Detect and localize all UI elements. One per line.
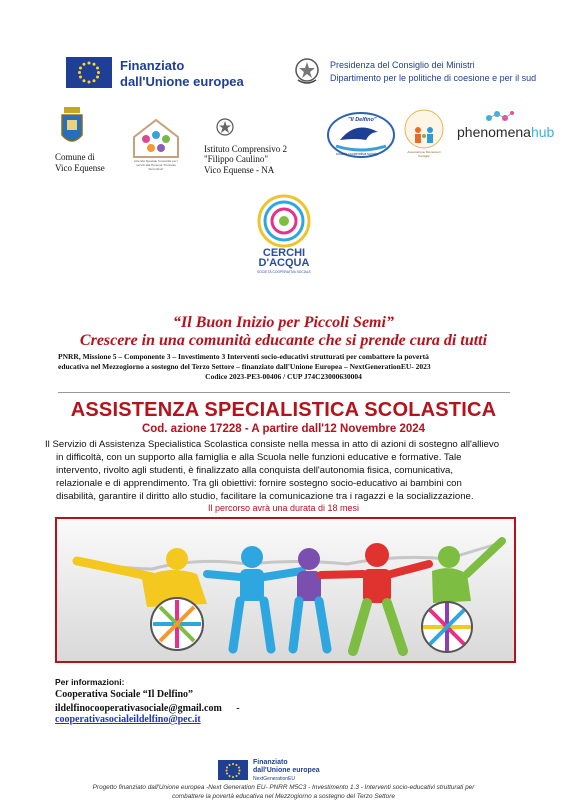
- cerchi-sub: SOCIETÀ COOPERATIVA SOCIALE: [257, 270, 311, 274]
- gov-line1: Presidenza del Consiglio dei Ministri: [330, 60, 475, 70]
- delfino-logo: [326, 110, 396, 160]
- illustration-frame: [55, 517, 516, 663]
- istituto-line3: Vico Equense - NA: [204, 165, 275, 175]
- project-subtitle: Crescere in una comunità educante che si prende cura di tutti: [79, 332, 488, 349]
- contacts-email-line: [55, 703, 240, 714]
- eu-line2: dall'Unione europea: [120, 74, 244, 89]
- footer-note-line2: combattere la povertà educativa nel Mezzogiorno a sostegno del Terzo Settore: [172, 793, 395, 800]
- associazione-icon: [403, 108, 445, 150]
- children-holding-hands-illustration: [57, 519, 514, 661]
- eu-line1: Finanziato: [120, 58, 185, 73]
- pnrr-line1: PNRR, Missione 5 – Componente 3 – Investimento 3 Interventi socio-educativi strutturati per combattere la povertà: [58, 352, 429, 361]
- main-heading: ASSISTENZA SPECIALISTICA SCOLASTICA: [70, 399, 497, 421]
- footer-note-line1: Progetto finanziato dall'Unione europea -Next Generation EU- PNRR M5C3 - Investimento 1.3 - Interventi socio-educativi strutturati per: [92, 784, 475, 791]
- phenomena-label: [457, 124, 554, 140]
- eu-logo: [66, 57, 244, 91]
- footer-eu-logo: [218, 760, 358, 784]
- istituto-line2: "Filippo Caulino": [204, 154, 269, 164]
- cerchi-logo: [250, 192, 318, 278]
- azienda-logo: [131, 117, 181, 175]
- desc-line3: intervento, rivolto agli studenti, è finalizzato alla conquista dell'autonomia fisica, comunicativa,: [56, 465, 453, 476]
- comune-line1: Comune di: [55, 152, 95, 162]
- desc-line4: relazionale e di apprendimento. Tra gli obiettivi: fornire sostegno socio-educativo ai bambini con: [56, 478, 462, 489]
- azienda-caption: Azienda Speciale Consortile per i servizi alla Persona "Penisola Sorrentina": [133, 159, 179, 171]
- istituto-line1: Istituto Comprensivo 2: [204, 144, 287, 154]
- phenomenahub-logo: [455, 108, 555, 142]
- comune-logo: [52, 107, 132, 177]
- associazione-logo: [403, 108, 445, 160]
- desc-line2: in difficoltà, con un supporto alla famiglia e alla Scuola nelle funzioni educative e formative. Tale: [56, 452, 462, 463]
- pnrr-line2: educativa nel Mezzogiorno a sostegno del Terzo Settore – finanziato dall'Unione Europea – NextGenerationEU- 2023: [58, 362, 431, 371]
- footer-eu-flag-icon: [218, 760, 248, 780]
- code-line: Cod. azione 17228 - A partire dall'12 Novembre 2024: [141, 423, 426, 435]
- azienda-house-icon: [131, 117, 181, 159]
- phenomena-label-part1: phenomena: [457, 124, 531, 140]
- desc-line5: disabilità, garantire il diritto allo studio, facilitare la comunicazione tra i ragazzi e la socializzazione.: [56, 491, 474, 502]
- duration-line: Il percorso avrà una durata di 18 mesi: [207, 503, 360, 513]
- istituto-logo: [200, 117, 310, 179]
- comune-crest-icon: [60, 107, 84, 149]
- contacts-separator: -: [236, 703, 240, 714]
- istituto-emblem-icon: [214, 117, 236, 137]
- pnrr-line3: Codice 2023-PE3-00406 / CUP J74C23000630004: [205, 372, 362, 381]
- divider: [58, 392, 510, 393]
- contacts-heading: Per informazioni:: [55, 677, 125, 687]
- footer-eu-line3: NextGenerationEU: [253, 776, 295, 782]
- contacts-pec-link[interactable]: cooperativasocialeildelfino@pec.it: [55, 714, 201, 725]
- eu-flag-icon: [66, 57, 112, 88]
- associazione-label: Associazione Montessori Famiglie: [407, 150, 441, 158]
- cerchi-icon: [250, 192, 318, 250]
- cerchi-line1: CERCHI: [262, 247, 306, 259]
- contacts-org: Cooperativa Sociale “Il Delfino”: [55, 689, 194, 700]
- government-logo: [294, 56, 544, 90]
- footer-eu-line2: dall'Unione europea: [253, 767, 320, 774]
- comune-line2: Vico Equense: [55, 163, 105, 173]
- project-title: “Il Buon Inizio per Piccoli Semi”: [173, 314, 394, 331]
- phenomena-label-part2: hub: [530, 124, 555, 140]
- cerchi-line2: D'ACQUA: [258, 257, 310, 269]
- footer-eu-line1: Finanziato: [253, 759, 288, 766]
- delfino-sub: società cooperativa sociale: [336, 152, 379, 156]
- desc-line1: Il Servizio di Assistenza Specialistica Scolastica consiste nella messa in atto di azioni di sostegno all'allievo: [45, 439, 500, 450]
- contacts-email[interactable]: ildelfinocooperativasociale@gmail.com: [55, 703, 222, 714]
- delfino-label: "Il Delfino": [348, 117, 377, 123]
- republic-emblem-icon: [294, 56, 320, 86]
- phenomena-dots-icon: [485, 108, 515, 124]
- gov-line2: Dipartimento per le politiche di coesione e per il sud: [330, 73, 537, 83]
